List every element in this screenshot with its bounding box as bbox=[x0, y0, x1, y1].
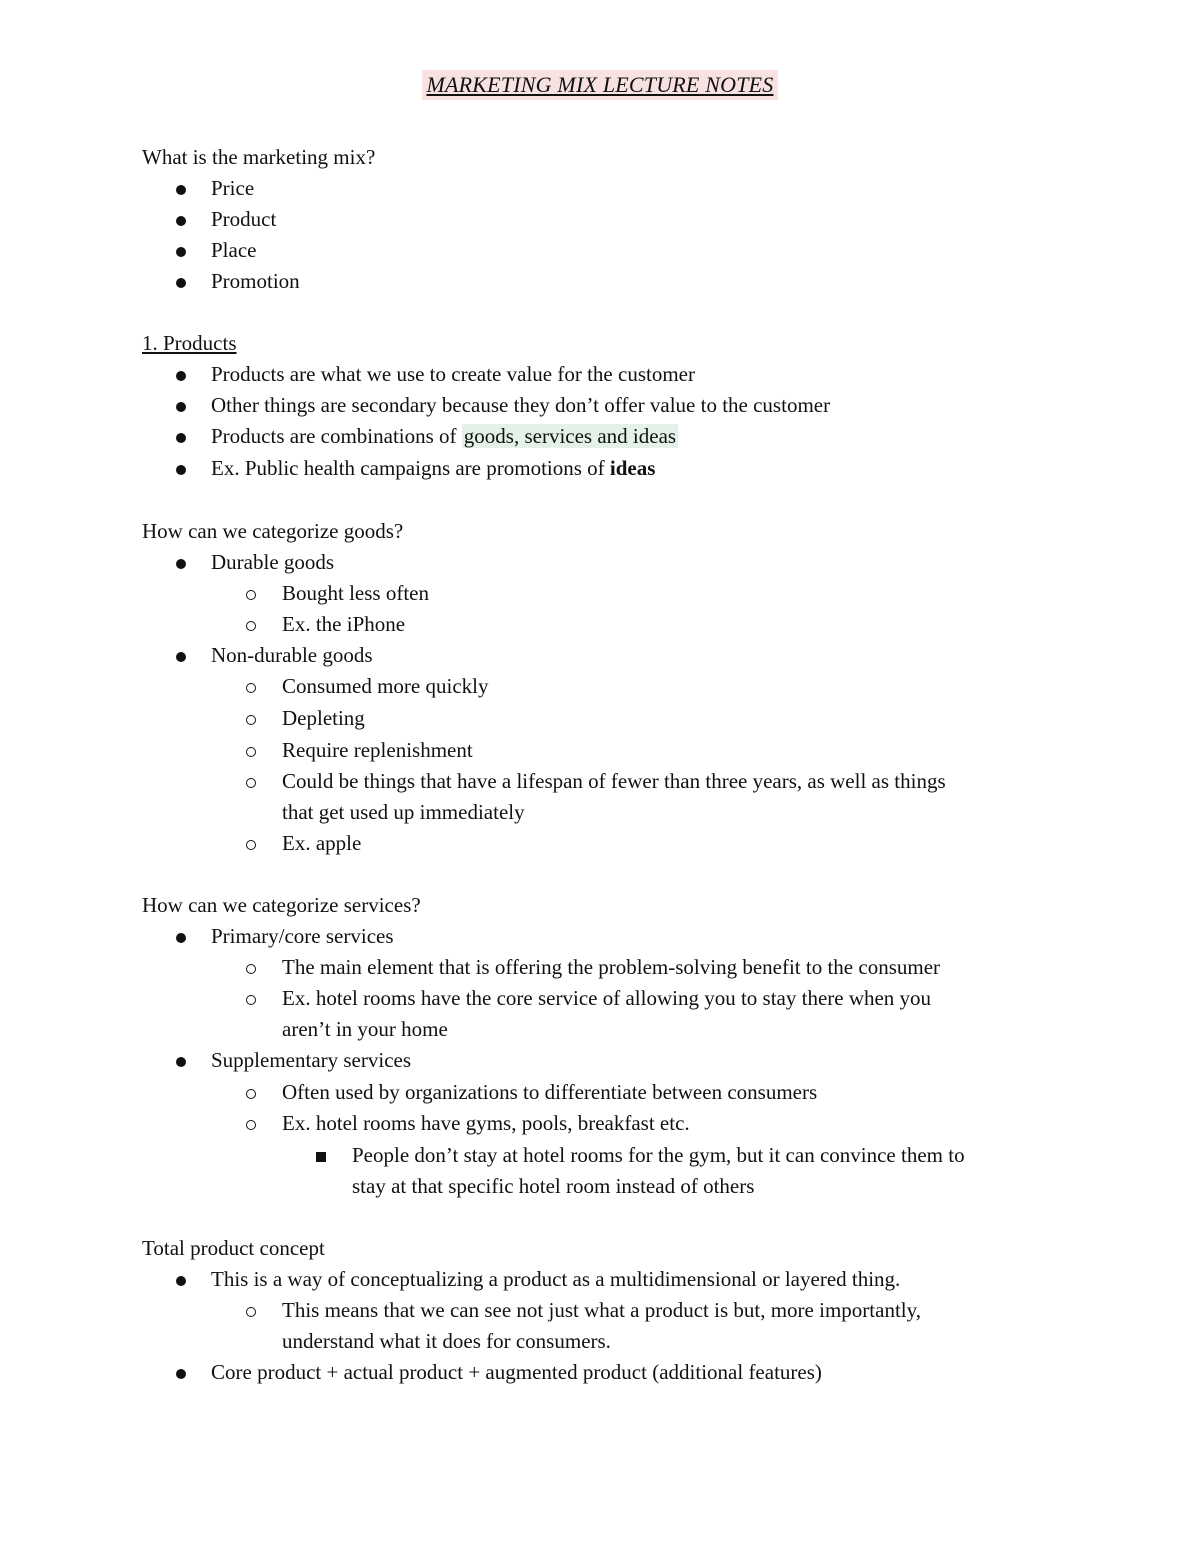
sub-list-item: Could be things that have a lifespan of fewer than three years, as well as things bbox=[282, 769, 946, 793]
bullet-disc-icon bbox=[176, 175, 186, 201]
bullet-disc-icon bbox=[176, 1359, 186, 1385]
section-heading-goods: How can we categorize goods? bbox=[142, 519, 404, 543]
bullet-square-icon bbox=[316, 1142, 326, 1168]
bullet-disc-icon bbox=[176, 1266, 186, 1292]
bullet-disc-icon bbox=[176, 1047, 186, 1073]
bullet-disc-icon bbox=[176, 268, 186, 294]
highlighted-text: goods, services and ideas bbox=[463, 424, 677, 448]
sub-list-item: Depleting bbox=[282, 706, 365, 730]
bullet-circle-icon bbox=[246, 768, 256, 794]
list-item-product: Product bbox=[211, 207, 277, 231]
sub-list-item: Ex. hotel rooms have gyms, pools, breakfast etc. bbox=[282, 1111, 690, 1135]
bullet-disc-icon bbox=[176, 423, 186, 449]
bullet-disc-icon bbox=[176, 455, 186, 481]
bullet-circle-icon bbox=[246, 985, 256, 1011]
bullet-circle-icon bbox=[246, 611, 256, 637]
bullet-disc-icon bbox=[176, 392, 186, 418]
sub-list-item: Ex. the iPhone bbox=[282, 612, 406, 636]
bullet-disc-icon bbox=[176, 237, 186, 263]
list-item-text: Ex. Public health campaigns are promotions of bbox=[211, 456, 610, 480]
bullet-circle-icon bbox=[246, 954, 256, 980]
sub-list-item: Ex. hotel rooms have the core service of allowing you to stay there when you bbox=[282, 986, 932, 1010]
bullet-disc-icon bbox=[176, 361, 186, 387]
sub-list-item: Ex. apple bbox=[282, 831, 362, 855]
sub-list-item-continued: aren’t in your home bbox=[282, 1017, 448, 1041]
section-heading-mix: What is the marketing mix? bbox=[142, 145, 376, 169]
section-heading-total-product: Total product concept bbox=[142, 1236, 325, 1260]
list-item bbox=[211, 455, 655, 481]
sub-list-item: Require replenishment bbox=[282, 738, 473, 762]
bullet-disc-icon bbox=[176, 923, 186, 949]
document-title: MARKETING MIX LECTURE NOTES bbox=[422, 70, 777, 100]
bullet-circle-icon bbox=[246, 737, 256, 763]
list-item: Other things are secondary because they don’t offer value to the customer bbox=[211, 393, 831, 417]
bullet-disc-icon bbox=[176, 549, 186, 575]
list-item: Primary/core services bbox=[211, 924, 394, 948]
list-item: Durable goods bbox=[211, 550, 335, 574]
bullet-circle-icon bbox=[246, 1079, 256, 1105]
sub-list-item: Often used by organizations to differentiate between consumers bbox=[282, 1080, 818, 1104]
bullet-circle-icon bbox=[246, 580, 256, 606]
list-item: Supplementary services bbox=[211, 1048, 412, 1072]
sub-sub-list-item: People don’t stay at hotel rooms for the gym, but it can convince them to bbox=[352, 1143, 965, 1167]
bullet-disc-icon bbox=[176, 642, 186, 668]
list-item-price: Price bbox=[211, 176, 255, 200]
section-heading-services: How can we categorize services? bbox=[142, 893, 421, 917]
list-item: Products are what we use to create value for the customer bbox=[211, 362, 695, 386]
bullet-circle-icon bbox=[246, 1110, 256, 1136]
list-item: This is a way of conceptualizing a product as a multidimensional or layered thing. bbox=[211, 1267, 901, 1291]
bullet-disc-icon bbox=[176, 206, 186, 232]
title-container bbox=[0, 70, 1200, 100]
section-heading-products: 1. Products bbox=[142, 331, 237, 355]
sub-sub-list-item-continued: stay at that specific hotel room instead of others bbox=[352, 1174, 755, 1198]
bullet-circle-icon bbox=[246, 1297, 256, 1323]
bullet-circle-icon bbox=[246, 673, 256, 699]
sub-list-item: This means that we can see not just what a product is but, more importantly, bbox=[282, 1298, 921, 1322]
bullet-circle-icon bbox=[246, 830, 256, 856]
sub-list-item-continued: understand what it does for consumers. bbox=[282, 1329, 611, 1353]
sub-list-item-continued: that get used up immediately bbox=[282, 800, 525, 824]
list-item-place: Place bbox=[211, 238, 257, 262]
sub-list-item: Consumed more quickly bbox=[282, 674, 489, 698]
bullet-circle-icon bbox=[246, 705, 256, 731]
list-item-text: Products are combinations of bbox=[211, 424, 462, 448]
sub-list-item: The main element that is offering the problem-solving benefit to the consumer bbox=[282, 955, 941, 979]
bold-text: ideas bbox=[609, 456, 656, 480]
list-item: Core product + actual product + augmented product (additional features) bbox=[211, 1360, 822, 1384]
list-item: Non-durable goods bbox=[211, 643, 373, 667]
list-item-promotion: Promotion bbox=[211, 269, 300, 293]
list-item bbox=[211, 423, 678, 449]
sub-list-item: Bought less often bbox=[282, 581, 429, 605]
